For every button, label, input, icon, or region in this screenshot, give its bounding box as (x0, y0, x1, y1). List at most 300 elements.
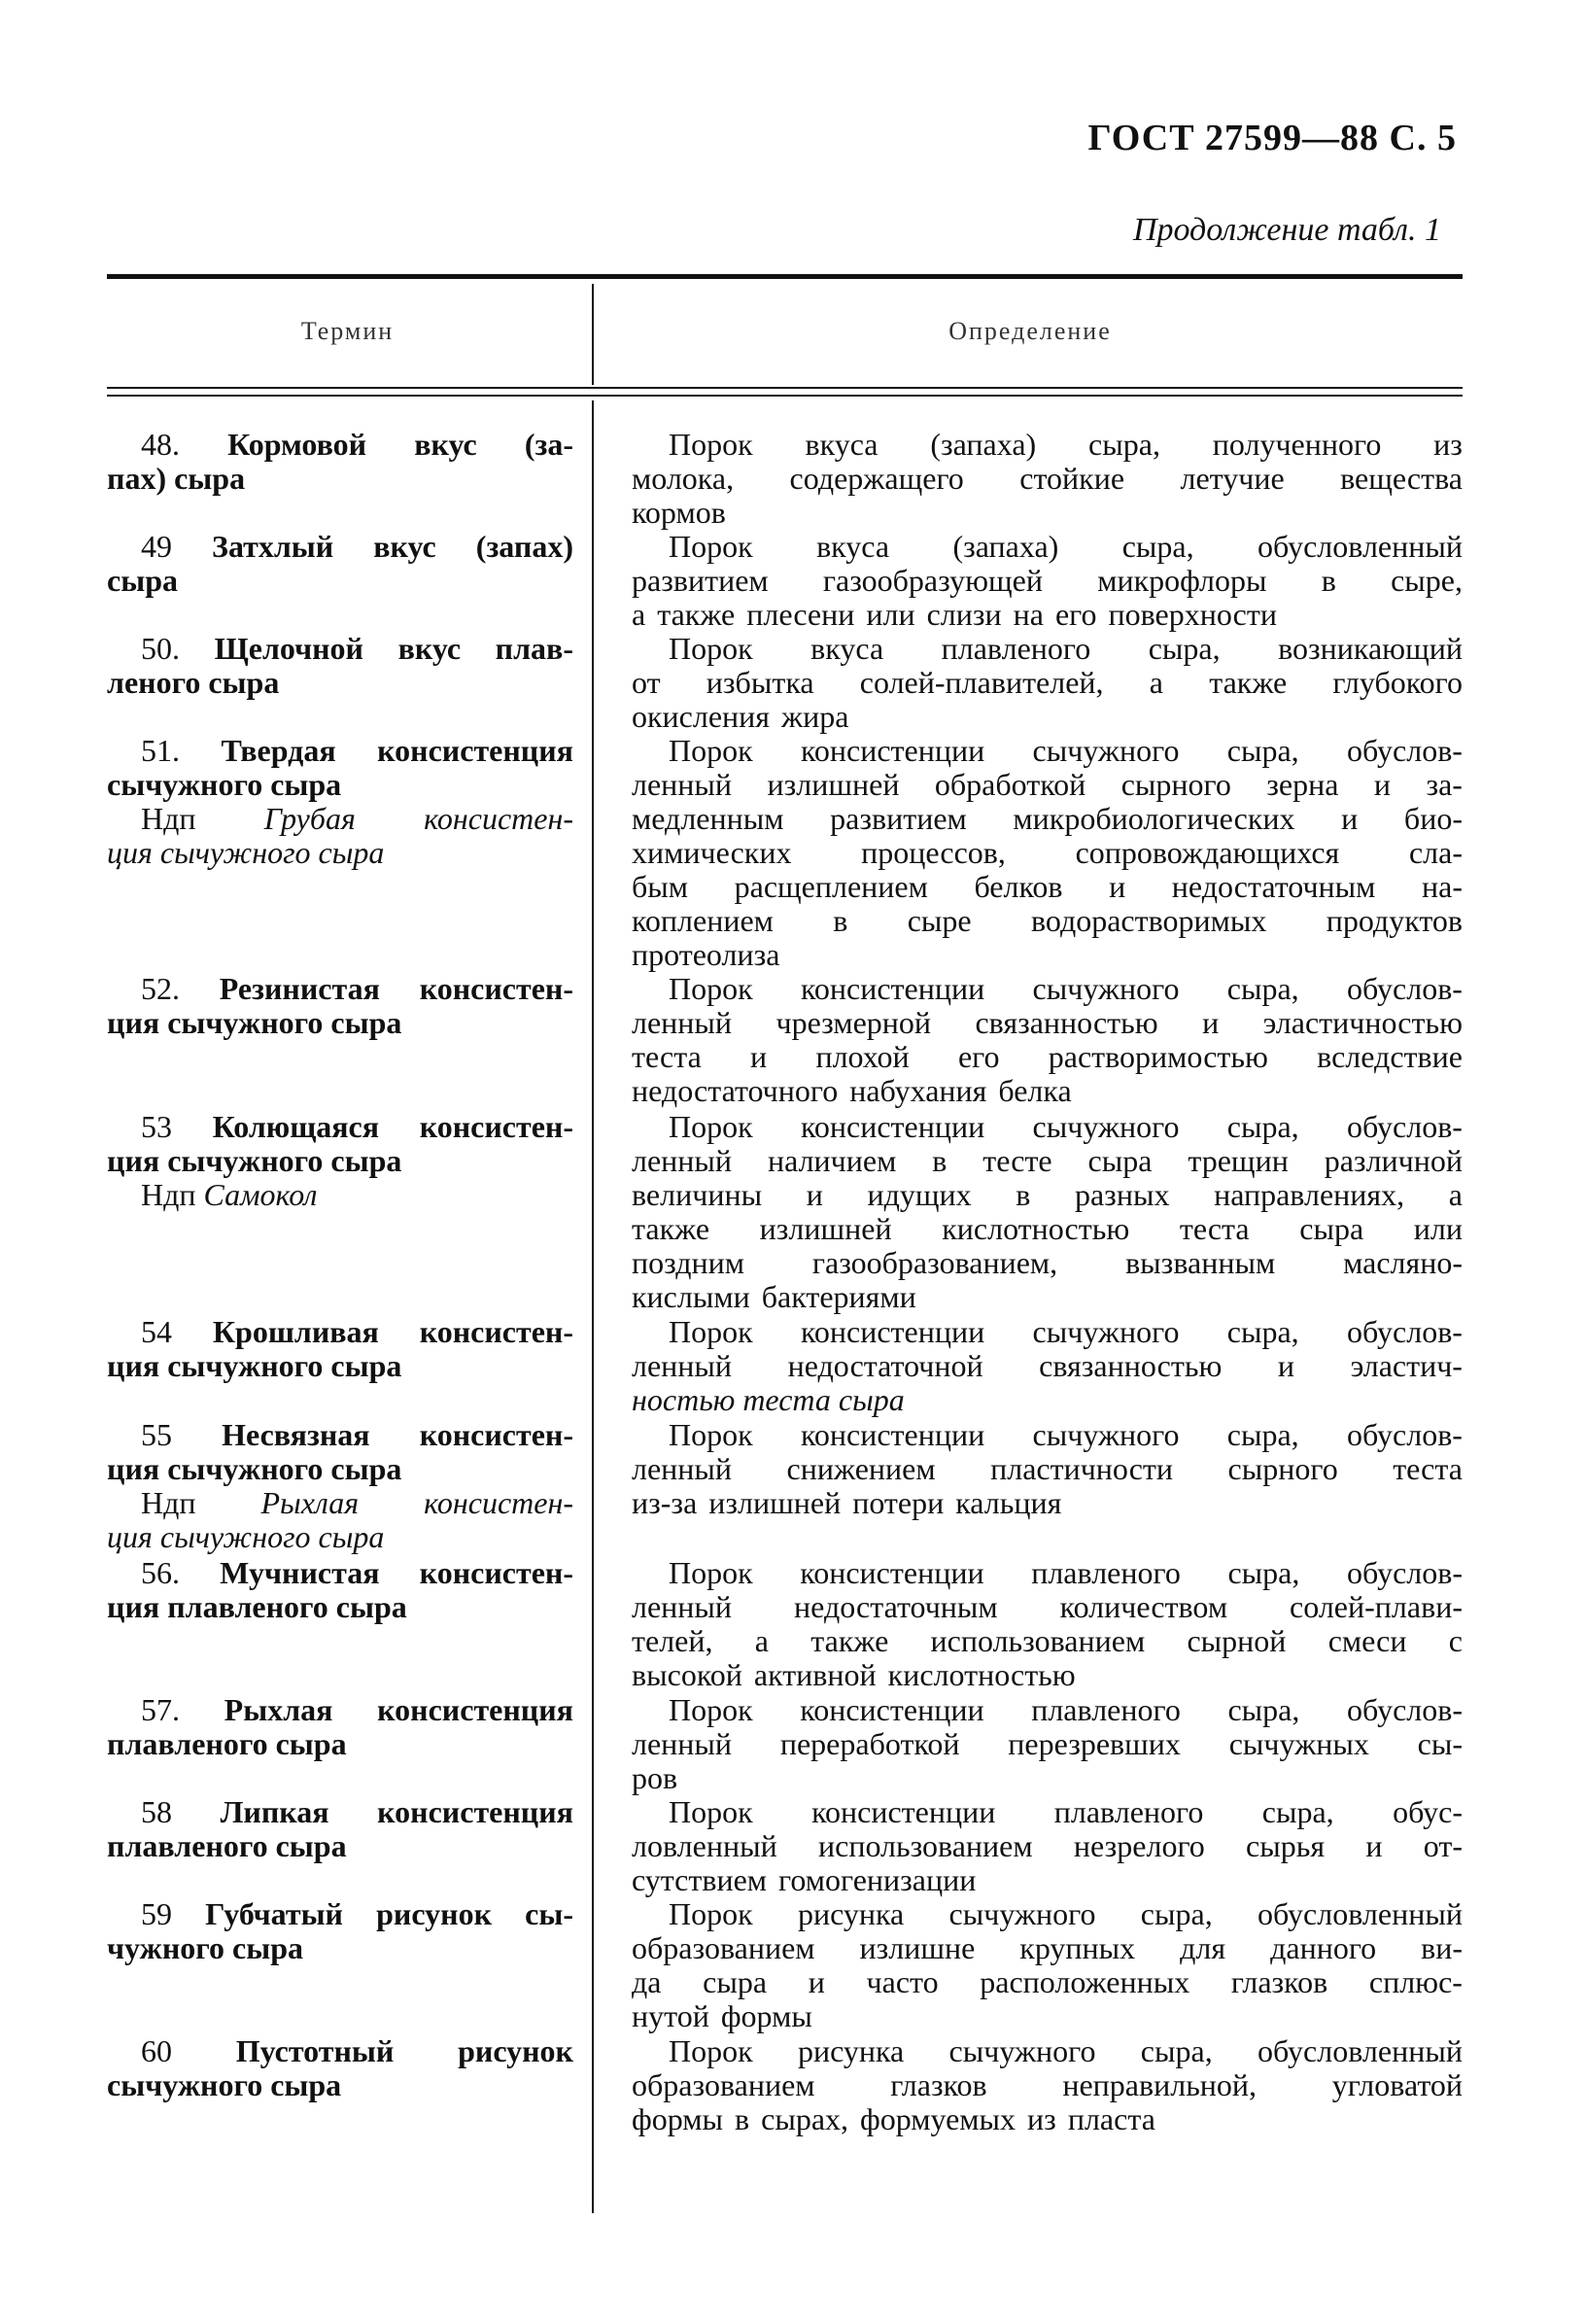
deprecated-word: консистен- (424, 1485, 573, 1520)
term-line (107, 428, 573, 462)
definition-word: Порок (669, 427, 753, 462)
definition-word: обуслов- (1347, 1555, 1463, 1590)
term-word: плавленого сыра (107, 1726, 347, 1761)
term-word: консистенция (377, 1794, 573, 1829)
definition-word: сыре (907, 903, 972, 938)
term-line (107, 462, 573, 496)
term-word: Твердая (221, 733, 336, 768)
term-cell (107, 1315, 573, 1383)
deprecated-term-continuation (107, 1520, 573, 1554)
term-word: ция сычужного сыра (107, 1348, 402, 1383)
definition-word: развитием (830, 801, 967, 836)
definition-word: сычужного (1032, 1314, 1180, 1349)
definition-line (632, 1246, 1463, 1280)
term-word: Губчатый (205, 1896, 343, 1931)
term-number: 49 (141, 529, 172, 564)
term-line (107, 564, 573, 598)
definition-line (632, 1624, 1463, 1658)
definition-line (632, 1315, 1463, 1349)
definition-cell (632, 1315, 1463, 1417)
definition-line (632, 496, 1463, 530)
term-number: 48. (141, 427, 180, 462)
definition-word: для (1180, 1930, 1226, 1965)
definition-word: сыра (1087, 1143, 1153, 1178)
table-continuation-caption: Продолжение табл. 1 (1132, 212, 1441, 248)
definition-word: Порок (669, 631, 753, 666)
definition-word: поздним (632, 1245, 744, 1280)
column-header-definition: Определение (948, 317, 1112, 345)
term-word: чужного сыра (107, 1930, 303, 1965)
definition-word: рисунка (797, 1896, 905, 1931)
definition-word: сырья (1246, 1828, 1326, 1863)
definition-word: сыра (1299, 1211, 1364, 1246)
definition-word: теста (1393, 1451, 1463, 1486)
definition-word: набухания (849, 1073, 987, 1108)
definition-word: также (1209, 665, 1288, 700)
definition-word: кислотностью (942, 1211, 1130, 1246)
definition-word: сыра, (1140, 1896, 1213, 1931)
definition-word: жира (781, 699, 849, 734)
definition-word: глазков (890, 2067, 987, 2102)
definition-word: обуслов- (1346, 733, 1463, 768)
term-number: 59 (141, 1896, 172, 1931)
definition-word: излишне (859, 1930, 976, 1965)
definition-line (632, 1074, 1463, 1108)
term-line (107, 1829, 573, 1863)
definition-word: газообразующей (822, 563, 1043, 598)
term-word: Липкая (220, 1794, 329, 1829)
definition-line (632, 1556, 1463, 1590)
term-line (107, 1144, 573, 1178)
definition-line (632, 1999, 1463, 2033)
definition-line (632, 1110, 1463, 1144)
definition-word: сычужного (948, 2033, 1096, 2068)
definition-word: вкуса (810, 631, 884, 666)
definition-word: недостаточного (632, 1073, 839, 1108)
term-word: сыра (107, 563, 178, 598)
definition-line (632, 1452, 1463, 1486)
definition-word: бактериями (761, 1279, 916, 1314)
definition-line (632, 972, 1463, 1006)
definition-word: сыре, (1391, 563, 1463, 598)
definition-word: недостаточной (787, 1348, 983, 1383)
definition-word: консистенции (800, 1417, 985, 1452)
definition-word: и (1202, 1005, 1220, 1040)
definition-word: на- (1422, 869, 1463, 904)
definition-word: вкуса (805, 427, 879, 462)
definition-word: а (1149, 665, 1163, 700)
term-word: ция сычужного сыра (107, 1451, 402, 1486)
definition-word: излишней (767, 767, 900, 802)
term-word: плав- (495, 631, 573, 666)
definition-line (632, 564, 1463, 598)
term-word: Несвязная (222, 1417, 370, 1452)
definition-word: трещин (1188, 1143, 1289, 1178)
definition-word: полученного (1212, 427, 1382, 462)
term-cell (107, 1418, 573, 1554)
term-cell (107, 530, 573, 598)
term-line (107, 1931, 573, 1965)
definition-word: Порок (669, 733, 753, 768)
term-number: 57. (141, 1692, 180, 1727)
definition-word: консистенции (800, 971, 985, 1006)
definition-word: консистенции (800, 733, 985, 768)
definition-word: от (632, 665, 661, 700)
definition-word: ленный (632, 1589, 733, 1624)
definition-word: сырного (1120, 767, 1231, 802)
definition-word: а (754, 1623, 769, 1658)
definition-word: обусловленный (1257, 2033, 1463, 2068)
definition-word: данного (1270, 1930, 1377, 1965)
definition-word: за- (1426, 767, 1463, 802)
term-word: Резинистая (219, 971, 380, 1006)
definition-line (632, 1590, 1463, 1624)
definition-word: растворимостью (1048, 1039, 1268, 1074)
term-number: 50. (141, 631, 180, 666)
definition-word: ленный (632, 1726, 733, 1761)
definition-word: сыра, (1227, 1692, 1300, 1727)
definition-word: пласта (1067, 2101, 1155, 2136)
definition-cell (632, 2034, 1463, 2136)
definition-line (632, 802, 1463, 836)
definition-line (632, 1144, 1463, 1178)
term-word: (запах) (475, 529, 573, 564)
term-number: 51. (141, 733, 180, 768)
definition-line (632, 1897, 1463, 1931)
term-number: 55 (141, 1417, 172, 1452)
definition-word: обуслов- (1346, 1417, 1463, 1452)
definition-word: эластич- (1350, 1348, 1463, 1383)
definition-word: сырной (1187, 1623, 1287, 1658)
definition-word: кислыми (632, 1279, 750, 1314)
term-line (107, 1727, 573, 1761)
definition-word: сыра, (1226, 1314, 1299, 1349)
term-word: сычужного сыра (107, 767, 342, 802)
definition-line (632, 1931, 1463, 1965)
definition-word: сыра, (1261, 1794, 1334, 1829)
definition-line (632, 1280, 1463, 1314)
definition-word: а (1448, 1177, 1463, 1212)
definition-word: обус- (1393, 1794, 1463, 1829)
definition-word: Порок (669, 1692, 753, 1727)
definition-line (632, 462, 1463, 496)
term-line (107, 2034, 573, 2068)
definition-word: чрезмерной (775, 1005, 932, 1040)
definition-word: содержащего (789, 461, 964, 496)
definition-cell (632, 632, 1463, 734)
definition-word: сы- (1417, 1726, 1463, 1761)
term-line (107, 1315, 573, 1349)
definition-word: переработкой (779, 1726, 960, 1761)
deprecated-term-continuation (107, 836, 573, 870)
definition-word: Порок (669, 1555, 753, 1590)
deprecated-label: Ндп (141, 801, 196, 836)
definition-word: Порок (669, 1896, 753, 1931)
definition-word: активной (753, 1657, 877, 1692)
definition-word: использованием (817, 1828, 1033, 1863)
definition-word: плавленого (1053, 1794, 1204, 1829)
definition-line (632, 2102, 1463, 2136)
definition-word: или (1413, 1211, 1463, 1246)
definition-word: био- (1403, 801, 1463, 836)
definition-cell (632, 1795, 1463, 1897)
definition-word: консистенции (800, 1109, 985, 1144)
definition-word: идущих (867, 1177, 972, 1212)
definition-line (632, 1965, 1463, 1999)
column-divider-header (592, 284, 594, 385)
definition-word: или (866, 597, 915, 632)
definition-line (632, 1418, 1463, 1452)
definition-line (632, 1727, 1463, 1761)
definition-word: микрофлоры (1097, 563, 1267, 598)
definition-word: направлениях, (1214, 1177, 1405, 1212)
term-cell (107, 2034, 573, 2102)
term-word: ция плавленого сыра (107, 1589, 407, 1624)
definition-cell (632, 1556, 1463, 1692)
definition-word: глубокого (1332, 665, 1463, 700)
definition-word: ленный (632, 1143, 733, 1178)
term-word: рисунок (376, 1896, 492, 1931)
definition-word: (запаха) (952, 529, 1059, 564)
definition-cell (632, 530, 1463, 632)
definition-word: коплением (632, 903, 774, 938)
definition-word: вещества (1340, 461, 1463, 496)
definition-word: сыра, (1148, 631, 1221, 666)
definition-word: газообразованием, (811, 1245, 1058, 1280)
definition-word: сла- (1408, 835, 1463, 870)
definition-word: и (750, 1039, 768, 1074)
definition-word: недостаточным (794, 1589, 998, 1624)
deprecated-word: ция сычужного сыра (107, 1519, 385, 1554)
definition-cell (632, 972, 1463, 1108)
definition-line (632, 666, 1463, 700)
definition-word: ленный (632, 767, 733, 802)
definition-line (632, 768, 1463, 802)
definition-word: часто (866, 1964, 939, 1999)
term-line (107, 530, 573, 564)
definition-word: глазков (1230, 1964, 1328, 1999)
definition-word: также (632, 1211, 710, 1246)
deprecated-term (107, 1486, 573, 1520)
definition-word: ленный (632, 1451, 733, 1486)
definition-word: консистенции (811, 1794, 996, 1829)
term-number: 60 (141, 2033, 172, 2068)
definition-word: и (1341, 801, 1359, 836)
definition-word: сыра, (1226, 733, 1299, 768)
term-cell (107, 972, 573, 1040)
definition-word: сыра, (1226, 971, 1299, 1006)
definition-word: Порок (669, 2033, 753, 2068)
term-word: консистен- (419, 1555, 573, 1590)
definition-word: ловленный (632, 1828, 777, 1863)
definition-word: излишней (759, 1211, 892, 1246)
term-line (107, 1795, 573, 1829)
definition-line (632, 632, 1463, 666)
definition-word: гомогенизации (778, 1862, 977, 1897)
term-word: консистенция (377, 733, 573, 768)
definition-word: расположенных (980, 1964, 1190, 1999)
definition-line (632, 1178, 1463, 1212)
definition-word: масляно- (1343, 1245, 1463, 1280)
definition-word: избытка (706, 665, 814, 700)
term-line (107, 734, 573, 768)
definition-word: обуслов- (1346, 971, 1463, 1006)
term-word: Крошливая (212, 1314, 379, 1349)
term-line (107, 1556, 573, 1590)
term-word: консистен- (419, 1314, 573, 1349)
definition-word: его (957, 1039, 1000, 1074)
definition-line (632, 1795, 1463, 1829)
table-top-rule (107, 274, 1463, 279)
term-number: 54 (141, 1314, 172, 1349)
term-cell (107, 1693, 573, 1761)
term-word: сы- (525, 1896, 573, 1931)
definition-word: сыра, (1121, 529, 1194, 564)
term-cell (107, 734, 573, 870)
definition-line (632, 938, 1463, 972)
definition-word: обуслов- (1347, 1692, 1463, 1727)
term-cell (107, 632, 573, 700)
term-line (107, 1590, 573, 1624)
definition-word: процессов, (861, 835, 1006, 870)
term-line (107, 1897, 573, 1931)
definition-word: плавленого (941, 631, 1091, 666)
document-header: ГОСТ 27599—88 С. 5 (1087, 118, 1457, 158)
term-line (107, 2068, 573, 2102)
definition-word: тесте (982, 1143, 1052, 1178)
definition-word: сырного (1227, 1451, 1338, 1486)
definition-word: плохой (815, 1039, 910, 1074)
definition-word: снижением (786, 1451, 936, 1486)
definition-word: и (1373, 767, 1392, 802)
term-line (107, 632, 573, 666)
definition-word: сутствием (632, 1862, 768, 1897)
definition-word: и (808, 1964, 825, 1999)
definition-word: использованием (930, 1623, 1146, 1658)
term-word: плавленого сыра (107, 1828, 347, 1863)
definition-word: обработкой (934, 767, 1086, 802)
definition-word: ленный (632, 1005, 733, 1040)
definition-word: ров (632, 1760, 678, 1795)
term-word: вкус (397, 631, 462, 666)
definition-word: эластичностью (1262, 1005, 1463, 1040)
definition-word: в (833, 903, 848, 938)
term-cell (107, 1110, 573, 1212)
definition-word: величины (632, 1177, 763, 1212)
definition-line (632, 1863, 1463, 1897)
definition-line (632, 428, 1463, 462)
definition-word: молока, (632, 461, 735, 496)
definition-word: также (810, 1623, 889, 1658)
definition-word: Порок (669, 529, 753, 564)
definition-word: пластичности (990, 1451, 1174, 1486)
term-cell (107, 1897, 573, 1965)
definition-word: от- (1423, 1828, 1463, 1863)
definition-word: из-за (632, 1485, 698, 1520)
definition-line (632, 1761, 1463, 1795)
definition-word: и (1277, 1348, 1295, 1383)
definition-word: солей-плави- (1290, 1589, 1463, 1624)
definition-word: стойкие (1019, 461, 1125, 496)
definition-line (632, 734, 1463, 768)
definition-word: консистенции (800, 1314, 985, 1349)
definition-line (632, 1829, 1463, 1863)
definition-word: также (657, 597, 736, 632)
definition-cell (632, 428, 1463, 530)
term-word: Рыхлая (224, 1692, 333, 1727)
definition-word: разных (1074, 1177, 1170, 1212)
term-number: 56. (141, 1555, 180, 1590)
definition-word: в (1321, 563, 1336, 598)
term-word: Кормовой (227, 427, 367, 462)
term-word: пах) сыра (107, 461, 246, 496)
term-word: сычужного сыра (107, 2067, 342, 2102)
definition-word: плавленого (1031, 1692, 1181, 1727)
definition-line (632, 1658, 1463, 1692)
term-word: консистен- (419, 971, 573, 1006)
term-word: Щелочной (214, 631, 363, 666)
definition-word: продуктов (1326, 903, 1463, 938)
deprecated-term (107, 1178, 573, 1212)
definition-word: консистенции (800, 1692, 984, 1727)
term-word: консистен- (419, 1417, 573, 1452)
definition-word: сыра, (1227, 1555, 1300, 1590)
term-line (107, 1693, 573, 1727)
definition-word: солей-плавителей, (859, 665, 1104, 700)
definition-word: его (1054, 597, 1097, 632)
definition-word: Порок (669, 971, 753, 1006)
definition-word: рисунка (797, 2033, 905, 2068)
term-line (107, 666, 573, 700)
definition-word: слизи (926, 597, 1002, 632)
term-word: леного сыра (107, 665, 280, 700)
definition-word: сычужного (1032, 1417, 1180, 1452)
definition-word: летучие (1180, 461, 1285, 496)
term-cell (107, 1795, 573, 1863)
definition-word: Порок (669, 1314, 753, 1349)
definition-word: крупных (1019, 1930, 1136, 1965)
definition-word: формуемых (860, 2101, 1016, 2136)
term-word: вкус (414, 427, 477, 462)
definition-word: обусловленный (1258, 529, 1463, 564)
definition-word: количеством (1059, 1589, 1228, 1624)
definition-word: сыра, (1226, 1417, 1299, 1452)
deprecated-word: Самокол (203, 1177, 318, 1212)
header-bottom-rule (107, 387, 1463, 389)
definition-word: белков (974, 869, 1063, 904)
term-word: Пустотный (235, 2033, 395, 2068)
definition-line (632, 836, 1463, 870)
definition-word: зерна (1266, 767, 1339, 802)
deprecated-word: консистен- (424, 801, 573, 836)
definition-word: ностью теста сыра (632, 1382, 905, 1417)
term-word: консистен- (419, 1109, 573, 1144)
definition-word: ви- (1421, 1930, 1463, 1965)
definition-word: Порок (669, 1417, 753, 1452)
definition-word: обуслов- (1346, 1314, 1463, 1349)
definition-cell (632, 1110, 1463, 1314)
term-word: Затхлый (212, 529, 334, 564)
term-line (107, 1110, 573, 1144)
definition-word: связанностью (975, 1005, 1158, 1040)
definition-word: и (806, 1177, 823, 1212)
definition-word: сычужного (1032, 733, 1180, 768)
definition-word: протеолиза (632, 937, 780, 972)
definition-word: формы (632, 2101, 723, 2136)
definition-cell (632, 1693, 1463, 1795)
definition-word: химических (632, 835, 792, 870)
definition-word: и (1109, 869, 1126, 904)
